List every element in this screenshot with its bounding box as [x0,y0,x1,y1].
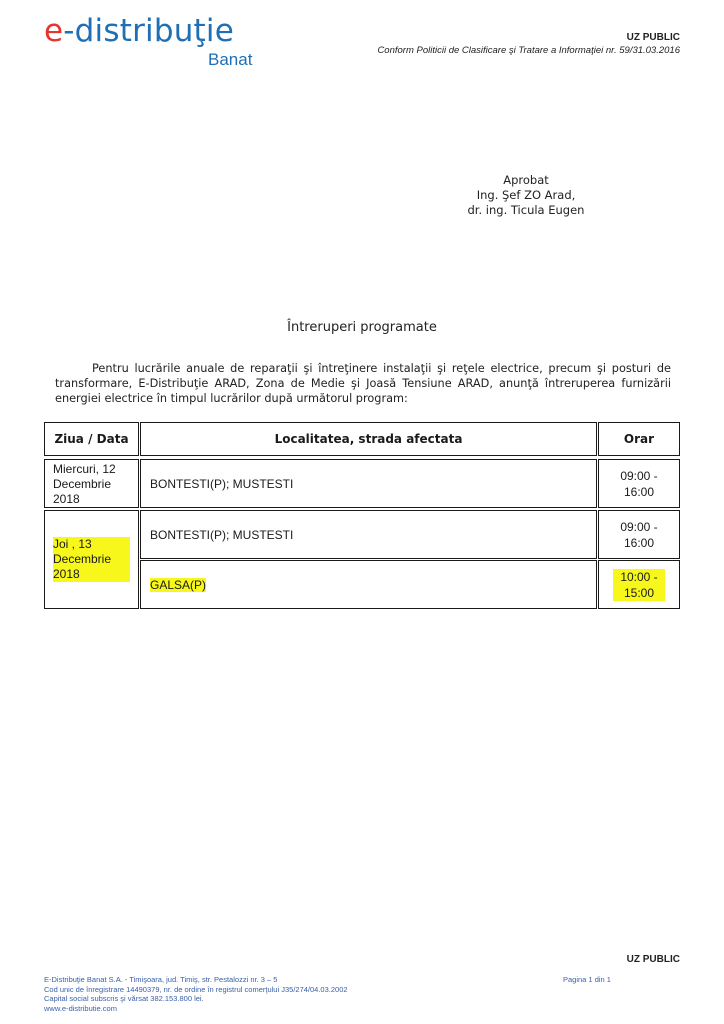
document-title: Întreruperi programate [287,320,437,335]
approval-block [440,173,612,218]
company-logo [44,13,253,69]
logo-subtitle: Banat [208,50,253,69]
classification-label: UZ PUBLIC [626,32,680,43]
table-cell-location: BONTESTI(P); MUSTESTI [140,510,597,559]
logo-wordmark: e-distribuţie [44,13,234,49]
highlighted-location: GALSA(P) [150,577,207,592]
column-header-location: Localitatea, strada afectata [140,422,597,456]
approval-line: Aprobat [503,173,549,187]
highlighted-hours: 10:00 - 15:00 [613,569,665,601]
footer-company-info [44,975,348,1013]
table-cell-hours: 09:00 - 16:00 [598,459,680,508]
table-cell-date: Miercuri, 12 Decembrie 2018 [44,459,139,508]
table-cell-hours [598,560,680,609]
column-header-hours: Orar [598,422,680,456]
footer-capital: Capital social subscris şi vărsat 382.153.800 lei. [44,994,204,1003]
highlighted-date: Joi , 13 Decembrie 2018 [53,537,130,582]
intro-paragraph: Pentru lucrările anuale de reparaţii şi întreţinere instalaţii şi reţele electrice, precum şi posturi de transformare, E-Distribuţie ARAD, Zona de Medie şi Joasă Tensiune ARAD, anunţă întreruperea furnizării energiei electrice în timpul lucrărilor după următorul program: [55,362,671,405]
classification-block [377,32,680,56]
column-header-date: Ziua / Data [44,422,139,456]
footer-classification: UZ PUBLIC [626,954,680,965]
approval-line: Ing. Şef ZO Arad, [476,188,576,202]
footer-registry: Cod unic de înregistrare 14490379, nr. de ordine în registrul comerţului J35/274/04.03.2002 [44,984,348,994]
classification-note: Conform Politicii de Clasificare şi Tratare a Informaţiei nr. 59/31.03.2016 [377,45,680,56]
table-cell-date [44,510,139,609]
approval-line: dr. ing. Ticula Eugen [467,203,585,217]
footer-company: E-Distribuţie Banat S.A. - Timişoara, jud. Timiş, str. Pestalozzi nr. 3 – 5 [44,975,278,984]
table-cell-location [140,560,597,609]
table-cell-location: BONTESTI(P); MUSTESTI [140,459,597,508]
footer-website-link[interactable]: www.e-distributie.com [44,1003,117,1013]
page-number: Pagina 1 din 1 [563,975,611,984]
table-cell-hours: 09:00 - 16:00 [598,510,680,559]
